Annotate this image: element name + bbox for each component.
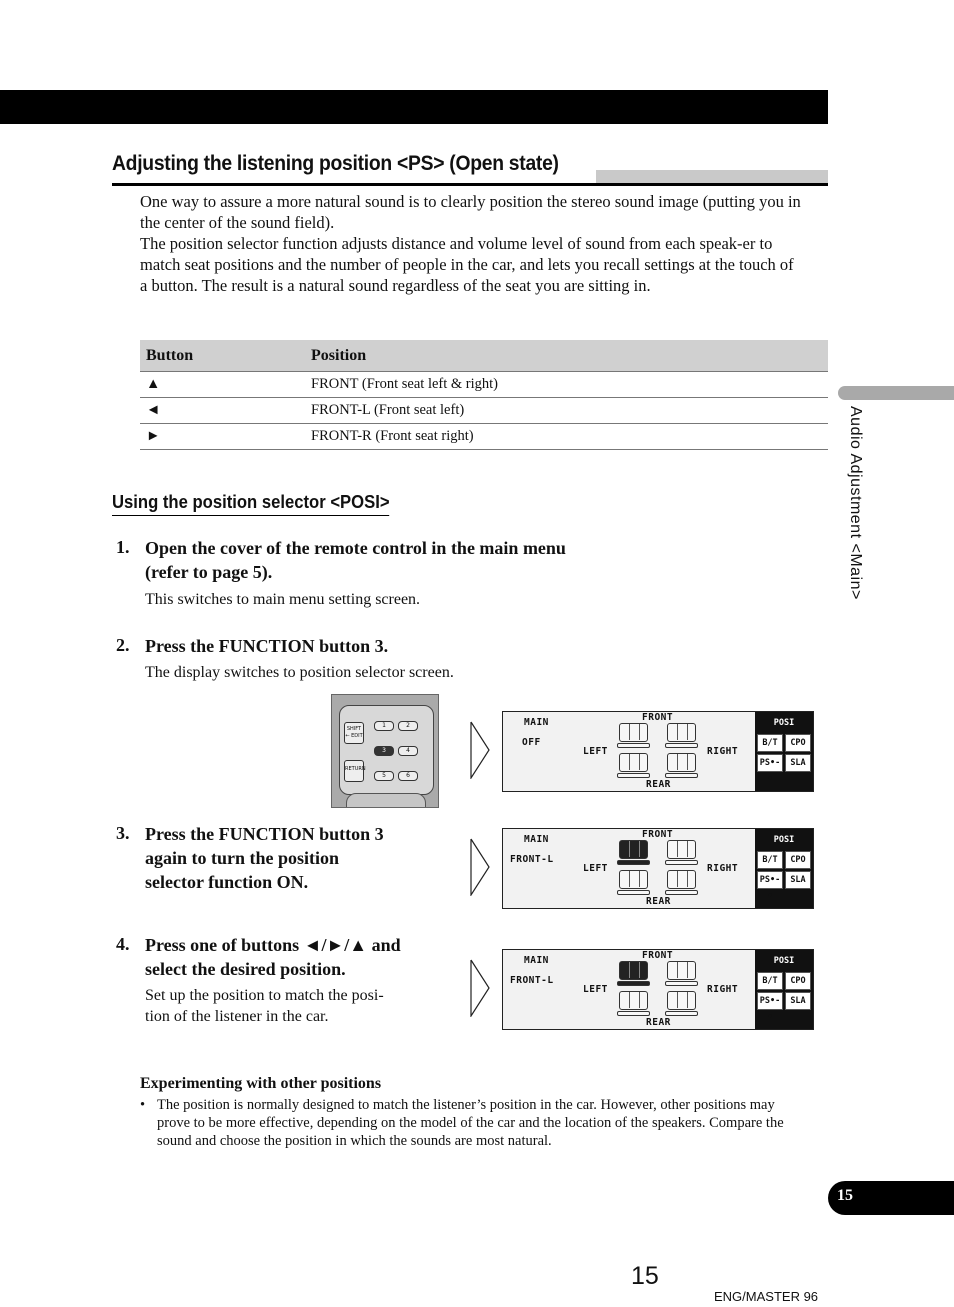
seat-rear-left-icon bbox=[617, 991, 650, 1017]
step-3-title-line: selector function ON. bbox=[145, 872, 309, 892]
heading-grey-band bbox=[596, 170, 828, 184]
display-screen-off bbox=[502, 711, 814, 792]
table-cell-position: FRONT-R (Front seat right) bbox=[305, 424, 828, 450]
seat-rear-left-icon bbox=[617, 870, 650, 896]
step-1-title-line: (refer to page 5). bbox=[145, 562, 273, 582]
remote-button-1: 1 bbox=[374, 721, 394, 731]
display-rear-label: REAR bbox=[646, 896, 671, 907]
intro-text bbox=[140, 191, 804, 296]
ps-indicator: PS•-• bbox=[757, 754, 783, 772]
page-title: Adjusting the listening position <PS> (Open state) bbox=[112, 152, 559, 175]
edit-label: ← EDIT bbox=[345, 733, 363, 739]
shift-label: SHIFT bbox=[346, 726, 362, 732]
display-left-label: LEFT bbox=[583, 746, 608, 757]
display-left-label: LEFT bbox=[583, 863, 608, 874]
display-mode-label: OFF bbox=[522, 737, 541, 748]
display-function-panel bbox=[755, 950, 813, 1029]
step-4-title bbox=[145, 933, 401, 981]
remote-button-4: 4 bbox=[398, 746, 418, 756]
ps-indicator: PS•-• bbox=[757, 871, 783, 889]
display-mode-label: FRONT-L bbox=[510, 975, 554, 986]
step-2-description: The display switches to position selector screen. bbox=[145, 664, 454, 681]
seat-front-left-icon bbox=[617, 723, 650, 749]
step-3-title-line: Press the FUNCTION button 3 bbox=[145, 824, 384, 844]
bt-indicator: B/T bbox=[757, 734, 783, 752]
display-front-label: FRONT bbox=[642, 950, 674, 961]
step-2-number: 2. bbox=[116, 635, 130, 655]
display-right-label: RIGHT bbox=[707, 746, 739, 757]
footer-code: ENG/MASTER 96 bbox=[714, 1289, 819, 1304]
step-3-title bbox=[145, 822, 384, 894]
step-3-title-line: again to turn the position bbox=[145, 848, 340, 868]
page-number-tab bbox=[828, 1181, 954, 1215]
seat-front-right-icon bbox=[665, 961, 698, 987]
step-4-description-line: Set up the position to match the posi- bbox=[145, 987, 384, 1004]
footer-page-number: 15 bbox=[631, 1262, 659, 1290]
side-section-tab bbox=[838, 386, 954, 400]
table-row bbox=[140, 424, 828, 450]
note-item: • The position is normally designed to match the listener’s position in the car. However, other positions may prove to be more effective, depending on the model of the car and the location of the speakers. Compare the sound and choose the position in which the sounds are most natural. bbox=[157, 1096, 800, 1150]
sla-indicator: SLA bbox=[785, 754, 811, 772]
seat-rear-right-icon bbox=[665, 870, 698, 896]
seat-front-right-icon bbox=[665, 840, 698, 866]
step-4-description-line: tion of the listener in the car. bbox=[145, 1008, 329, 1025]
step-1-number: 1. bbox=[116, 537, 130, 557]
return-button: RETURN bbox=[344, 760, 364, 782]
step-1-title bbox=[145, 536, 566, 584]
seat-rear-right-icon bbox=[665, 991, 698, 1017]
side-section-label: Audio Adjustment <Main> bbox=[847, 406, 864, 600]
display-main-label: MAIN bbox=[524, 955, 549, 966]
display-front-label: FRONT bbox=[642, 829, 674, 840]
table-row bbox=[140, 372, 828, 398]
remote-panel bbox=[339, 705, 434, 795]
table-cell-position: FRONT (Front seat left & right) bbox=[305, 372, 828, 398]
transition-arrow-icon bbox=[470, 721, 490, 779]
intro-paragraph-1: One way to assure a more natural sound is to clearly position the stereo sound image (putting you in the center of the sound field). bbox=[140, 192, 801, 232]
table-row bbox=[140, 398, 828, 424]
display-front-label: FRONT bbox=[642, 712, 674, 723]
display-function-panel bbox=[755, 829, 813, 908]
remote-bottom-edge bbox=[346, 793, 426, 808]
sla-indicator: SLA bbox=[785, 992, 811, 1010]
display-rear-label: REAR bbox=[646, 1017, 671, 1028]
shift-button bbox=[344, 722, 364, 744]
display-screen-front-l bbox=[502, 828, 814, 909]
remote-control-illustration bbox=[331, 694, 439, 808]
column-header-button: Button bbox=[140, 340, 305, 372]
cpo-indicator: CPO bbox=[785, 851, 811, 869]
remote-button-6: 6 bbox=[398, 771, 418, 781]
display-mode-label: FRONT-L bbox=[510, 854, 554, 865]
transition-arrow-icon bbox=[470, 838, 490, 896]
seat-front-right-icon bbox=[665, 723, 698, 749]
remote-button-2: 2 bbox=[398, 721, 418, 731]
seat-front-left-icon bbox=[617, 961, 650, 987]
seat-rear-right-icon bbox=[665, 753, 698, 779]
notes-title: Experimenting with other positions bbox=[140, 1075, 382, 1092]
page-tab-number: 15 bbox=[837, 1187, 853, 1204]
display-main-label: MAIN bbox=[524, 717, 549, 728]
bt-indicator: B/T bbox=[757, 851, 783, 869]
remote-button-3: 3 bbox=[374, 746, 394, 756]
ps-indicator: PS•-• bbox=[757, 992, 783, 1010]
table-cell-button: ◄ bbox=[140, 398, 305, 424]
seat-rear-left-icon bbox=[617, 753, 650, 779]
intro-paragraph-2: The position selector function adjusts distance and volume level of sound from each speak-er to match seat positions and the number of people in the car, and lets you recall settings at the touch of a button. The result is a natural sound regardless of the seat you are sitting in. bbox=[140, 234, 794, 295]
cpo-indicator: CPO bbox=[785, 734, 811, 752]
cpo-indicator: CPO bbox=[785, 972, 811, 990]
step-3-number: 3. bbox=[116, 823, 130, 843]
display-rear-label: REAR bbox=[646, 779, 671, 790]
subsection-title: Using the position selector <POSI> bbox=[112, 491, 390, 516]
table-header-row bbox=[140, 340, 828, 372]
display-main-label: MAIN bbox=[524, 834, 549, 845]
remote-button-5: 5 bbox=[374, 771, 394, 781]
heading-rule bbox=[112, 183, 828, 186]
step-4-number: 4. bbox=[116, 934, 130, 954]
step-4-title-line: Press one of buttons ◄/►/▲ and bbox=[145, 935, 401, 955]
notes-list bbox=[140, 1096, 800, 1150]
display-right-label: RIGHT bbox=[707, 984, 739, 995]
posi-indicator: POSI bbox=[757, 714, 811, 732]
top-black-bar bbox=[0, 90, 828, 124]
display-right-label: RIGHT bbox=[707, 863, 739, 874]
transition-arrow-icon bbox=[470, 959, 490, 1017]
posi-indicator: POSI bbox=[757, 952, 811, 970]
display-screen-front-l bbox=[502, 949, 814, 1030]
table-cell-button: ▲ bbox=[140, 372, 305, 398]
table-cell-position: FRONT-L (Front seat left) bbox=[305, 398, 828, 424]
display-function-panel bbox=[755, 712, 813, 791]
position-table bbox=[140, 340, 828, 450]
step-2-title: Press the FUNCTION button 3. bbox=[145, 636, 389, 656]
step-4-title-line: select the desired position. bbox=[145, 959, 346, 979]
posi-indicator: POSI bbox=[757, 831, 811, 849]
bt-indicator: B/T bbox=[757, 972, 783, 990]
column-header-position: Position bbox=[305, 340, 828, 372]
seat-front-left-icon bbox=[617, 840, 650, 866]
step-1-description: This switches to main menu setting screen. bbox=[145, 591, 421, 608]
table-cell-button: ► bbox=[140, 424, 305, 450]
step-4-description bbox=[145, 985, 384, 1027]
step-1-title-line: Open the cover of the remote control in the main menu bbox=[145, 538, 566, 558]
display-left-label: LEFT bbox=[583, 984, 608, 995]
sla-indicator: SLA bbox=[785, 871, 811, 889]
